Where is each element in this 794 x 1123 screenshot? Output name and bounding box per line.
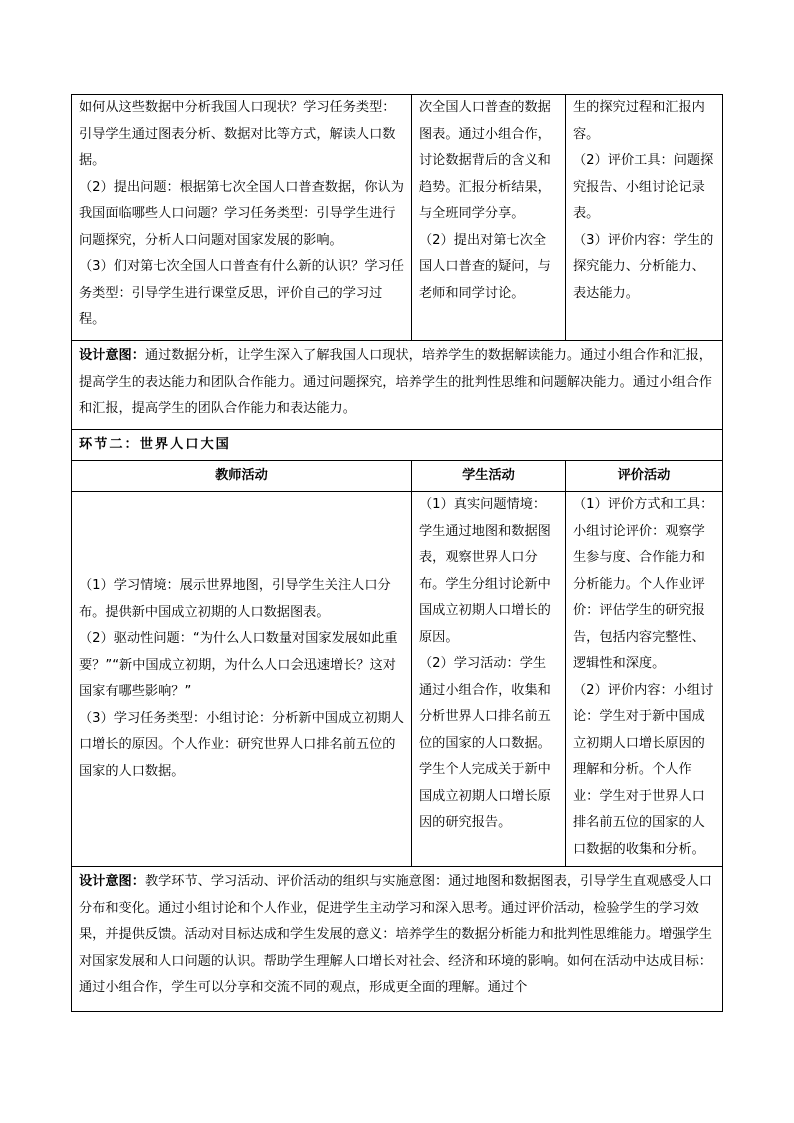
teacher-paragraph: （2）驱动性问题：“为什么人口数量对国家发展如此重要？”“新中国成立初期，为什么人口会迅速增长？这对国家有哪些影响？” <box>79 631 398 699</box>
student-paragraph: （1）真实问题情境：学生通过地图和数据图表，观察世界人口分布。学生分组讨论新中国成立初期人口增长的原因。 <box>419 497 551 645</box>
design-intent-text: 教学环节、学习活动、评价活动的组织与实施意图：通过地图和数据图表，引导学生直观感受人口分布和变化。通过小组讨论和个人作业，促进学生主动学习和深入思考。通过评价活动，检验学生的学习效果，并提供反馈。活动对目标达成和学生发展的意义：培养学生的数据分析能力和批判性思维能力。增强学生对国家发展和人口问题的认识。帮助学生理解人口增长对社会、经济和环境的影响。如何在活动中达成目标：通过小组合作，学生可以分享和交流不同的观点，形成更全面的理解。通过个 <box>79 874 712 995</box>
evaluation-paragraph: （2）评价工具：问题探究报告、小组讨论记录表。 <box>573 153 714 221</box>
evaluation-activity-cell <box>566 492 723 867</box>
activity-row-2 <box>72 492 723 867</box>
evaluation-activity-cell <box>566 95 723 341</box>
evaluation-paragraph: 生的探究过程和汇报内容。 <box>573 100 705 142</box>
evaluation-paragraph: （2）评价内容：小组讨论：学生对于新中国成立初期人口增长原因的理解和分析。个人作业：学生对于世界人口排名前五位的国家的人口数据的收集和分析。 <box>573 682 714 857</box>
design-intent-text: 通过数据分析，让学生深入了解我国人口现状，培养学生的数据解读能力。通过小组合作和汇报，提高学生的表达能力和团队合作能力。通过问题探究，培养学生的批判性思维和问题解决能力。通过小组合作和汇报，提高学生的团队合作能力和表达能力。 <box>79 348 712 416</box>
design-intent-cell <box>72 867 723 1012</box>
stage-title-row <box>72 430 723 461</box>
teacher-paragraph: （1）学习情境：展示世界地图，引导学生关注人口分布。提供新中国成立初期的人口数据图表。 <box>79 578 391 620</box>
teacher-paragraph: （2）提出问题：根据第七次全国人口普查数据，你认为我国面临哪些人口问题？学习任务类型：引导学生进行问题探究，分析人口问题对国家发展的影响。 <box>79 179 404 248</box>
teacher-paragraph: 如何从这些数据中分析我国人口现状？学习任务类型：引导学生通过图表分析、数据对比等方式，解读人口数据。 <box>79 100 396 168</box>
stage-title: 环节二：世界人口大国 <box>72 430 723 461</box>
teacher-activity-header: 教师活动 <box>72 461 412 492</box>
lesson-plan-table <box>71 94 723 1012</box>
evaluation-activity-header: 评价活动 <box>566 461 723 492</box>
column-header-row <box>72 461 723 492</box>
teacher-activity-cell <box>72 95 412 341</box>
student-paragraph: （2）学习活动：学生通过小组合作，收集和分析世界人口排名前五位的国家的人口数据。学生个人完成关于新中国成立初期人口增长原因的研究报告。 <box>419 656 551 830</box>
teacher-activity-cell <box>72 492 412 867</box>
student-activity-cell <box>412 95 566 341</box>
design-intent-label: 设计意图： <box>79 874 145 889</box>
evaluation-paragraph: （3）评价内容：学生的探究能力、分析能力、表达能力。 <box>573 232 714 301</box>
student-paragraph: （2）提出对第七次全国人口普查的疑问，与老师和同学讨论。 <box>419 232 551 301</box>
design-intent-cell <box>72 341 723 430</box>
teacher-paragraph: （3）学习任务类型：小组讨论：分析新中国成立初期人口增长的原因。个人作业：研究世界人口排名前五位的国家的人口数据。 <box>79 710 404 779</box>
evaluation-paragraph: （1）评价方式和工具：小组讨论评价：观察学生参与度、合作能力和分析能力。个人作业评价：评估学生的研究报告，包括内容完整性、逻辑性和深度。 <box>573 497 714 671</box>
student-activity-header: 学生活动 <box>412 461 566 492</box>
student-paragraph: 次全国人口普查的数据图表。通过小组合作，讨论数据背后的含义和趋势。汇报分析结果，与全班同学分享。 <box>419 100 551 221</box>
design-intent-row-2 <box>72 867 723 1012</box>
teacher-paragraph: （3）们对第七次全国人口普查有什么新的认识？学习任务类型：引导学生进行课堂反思，评价自己的学习过程。 <box>79 259 404 327</box>
student-activity-cell <box>412 492 566 867</box>
activity-row-1 <box>72 95 723 341</box>
design-intent-row-1 <box>72 341 723 430</box>
design-intent-label: 设计意图： <box>79 348 145 363</box>
